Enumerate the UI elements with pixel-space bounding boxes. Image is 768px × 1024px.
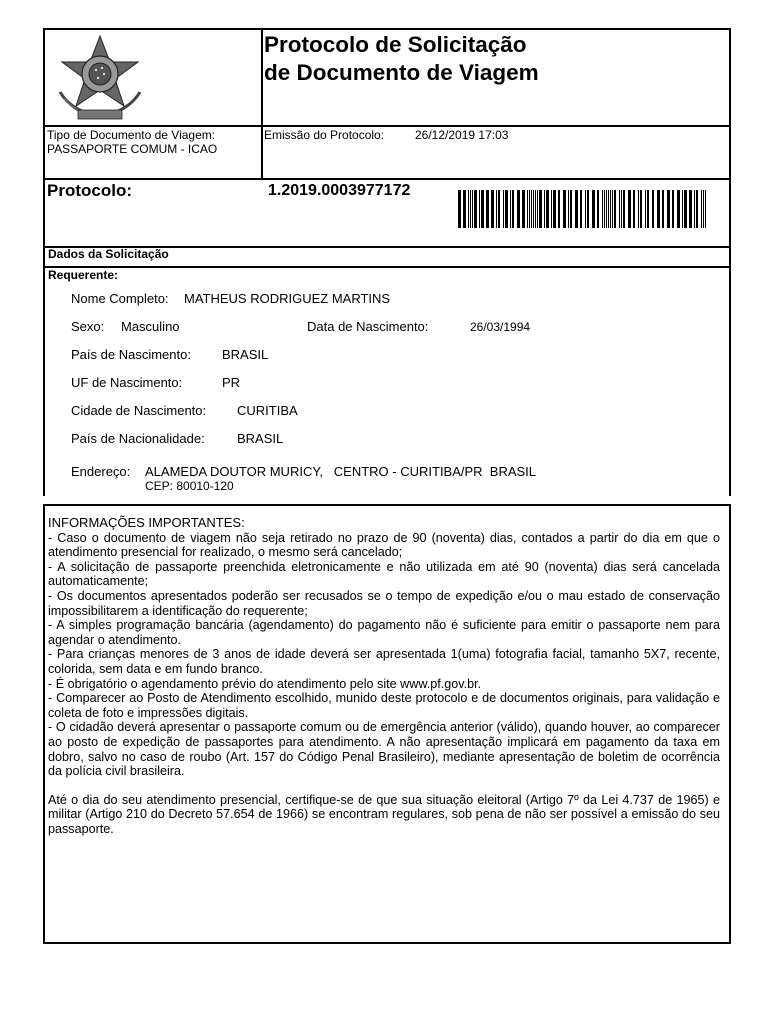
barcode-bar	[486, 190, 489, 228]
barcode-bar	[610, 190, 611, 228]
sex-label: Sexo:	[71, 319, 105, 334]
birthdate-value: 26/03/1994	[470, 320, 531, 334]
header-divider-1	[43, 125, 731, 127]
barcode-bar	[701, 190, 702, 228]
birth-city-label: Cidade de Nascimento:	[71, 403, 207, 418]
important-closing: Até o dia do seu atendimento presencial, certifique-se de que sua situação eleitoral (Artigo 7º da Lei 4.737 de 1965) e militar (Artigo 210 do Decreto 57.654 de 1966) se encontram regulares, sob pena de não ser possível a emissão do seu passaporte.	[48, 792, 720, 836]
barcode-bar	[633, 190, 635, 228]
protocol-label: Protocolo:	[47, 181, 132, 200]
barcode-bar	[587, 190, 589, 228]
barcode-bar	[694, 190, 695, 228]
barcode-bar	[529, 190, 530, 228]
barcode-bar	[604, 190, 605, 228]
barcode-bar	[510, 190, 511, 228]
barcode-bar	[612, 190, 613, 228]
barcode-bar	[575, 190, 578, 228]
sex-value: Masculino	[121, 319, 180, 334]
barcode-bar	[652, 190, 654, 228]
nationality-label: País de Nacionalidade:	[71, 431, 205, 446]
barcode-bar	[682, 190, 683, 228]
protocol-barcode	[458, 190, 707, 228]
important-item: - Para crianças menores de 3 anos de idade deverá ser apresentada 1(uma) fotografia facial, tamanho 5X7, recente, colorida, sem data e em fundo branco.	[48, 647, 720, 676]
protocol-number: 1.2019.0003977172	[268, 182, 411, 199]
barcode-bar	[705, 190, 706, 228]
barcode-bar	[470, 190, 471, 228]
barcode-bar	[628, 190, 631, 228]
barcode-bar	[570, 190, 572, 228]
barcode-bar	[689, 190, 692, 228]
barcode-bar	[645, 190, 646, 228]
barcode-bar	[531, 190, 532, 228]
barcode-bar	[479, 190, 480, 228]
barcode-bar	[517, 190, 520, 228]
barcode-bar	[551, 190, 552, 228]
important-item: - O cidadão deverá apresentar o passaporte comum ou de emergência anterior (válido), quando houver, ao comparecer ao posto de expedição de passaportes para atendimento. A não apresentação implicará em pagamento da taxa em dobro, salvo no caso de roubo (Art. 157 do Código Penal Brasileiro), mediante apresentação de boletim de ocorrência da polícia civil brasileira.	[48, 720, 720, 779]
brasao-da-republica-icon	[52, 32, 148, 124]
barcode-bar	[505, 190, 508, 228]
birth-uf-value: PR	[222, 375, 241, 390]
barcode-bar	[580, 190, 582, 228]
barcode-bar	[677, 190, 680, 228]
barcode-bar	[662, 190, 664, 228]
important-item: - Caso o documento de viagem não seja retirado no prazo de 90 (noventa) dias, contados a partir do dia em que o atendimento presencial for realizado, o mesmo será cancelado;	[48, 530, 720, 560]
birth-uf-label: UF de Nascimento:	[71, 375, 183, 390]
barcode-bar	[667, 190, 670, 228]
barcode-bar	[553, 190, 556, 228]
barcode-bar	[474, 190, 477, 228]
barcode-bar	[696, 190, 698, 228]
barcode-bar	[537, 190, 538, 228]
requester-heading: Requerente:	[48, 268, 119, 282]
barcode-bar	[585, 190, 586, 228]
address-line2: CEP: 80010-120	[145, 479, 234, 493]
barcode-bar	[463, 190, 466, 228]
important-item: - Comparecer ao Posto de Atendimento escolhido, munido deste protocolo e de documentos originais, para validação e coleta de foto e impressões digitais.	[48, 691, 720, 720]
barcode-bar	[498, 190, 500, 228]
requester-left-border	[43, 266, 45, 496]
barcode-bar	[623, 190, 625, 228]
important-item: - A simples programação bancária (agendamento) do pagamento não é suficiente para emitir o passaporte nem para agendar o atendimento.	[48, 618, 720, 647]
barcode-bar	[563, 190, 566, 228]
barcode-bar	[640, 190, 642, 228]
important-info	[48, 516, 720, 836]
emission-label: Emissão do Protocolo:	[264, 128, 385, 142]
barcode-bar	[614, 190, 616, 228]
requester-right-border	[729, 266, 731, 496]
name-value: MATHEUS RODRIGUEZ MARTINS	[184, 291, 391, 306]
barcode-bar	[619, 190, 620, 228]
request-data-heading: Dados da Solicitação	[48, 247, 169, 261]
barcode-bar	[533, 190, 534, 228]
page-title-line1: Protocolo de Solicitação	[264, 32, 527, 57]
barcode-bar	[703, 190, 704, 228]
barcode-bar	[496, 190, 497, 228]
header-divider-2	[43, 178, 731, 180]
barcode-bar	[491, 190, 494, 228]
barcode-bar	[606, 190, 607, 228]
barcode-bar	[546, 190, 549, 228]
nationality-value: BRASIL	[237, 431, 284, 446]
barcode-bar	[621, 190, 622, 228]
emission-value: 26/12/2019 17:03	[415, 128, 509, 142]
important-heading: INFORMAÇÕES IMPORTANTES:	[48, 515, 245, 530]
birth-country-label: País de Nascimento:	[71, 347, 191, 362]
barcode-bar	[647, 190, 649, 228]
barcode-bar	[472, 190, 473, 228]
address-label: Endereço:	[71, 464, 131, 479]
barcode-bar	[468, 190, 469, 228]
barcode-bar	[503, 190, 504, 228]
barcode-bar	[544, 190, 545, 228]
barcode-bar	[458, 190, 461, 228]
doc-type-value: PASSAPORTE COMUM - ICAO	[47, 142, 218, 156]
barcode-bar	[672, 190, 674, 228]
barcode-bar	[597, 190, 599, 228]
birth-city-value: CURITIBA	[237, 403, 298, 418]
barcode-bar	[592, 190, 595, 228]
barcode-bar	[522, 190, 525, 228]
barcode-bar	[608, 190, 609, 228]
barcode-bar	[684, 190, 687, 228]
page-title-line2: de Documento de Viagem	[264, 60, 539, 85]
name-label: Nome Completo:	[71, 291, 169, 306]
barcode-bar	[558, 190, 560, 228]
barcode-bar	[568, 190, 569, 228]
barcode-bar	[512, 190, 514, 228]
header-divider-vertical	[261, 28, 263, 180]
birth-country-value: BRASIL	[222, 347, 269, 362]
address-line1: ALAMEDA DOUTOR MURICY, CENTRO - CURITIBA/PR BRASIL	[145, 464, 537, 479]
barcode-bar	[602, 190, 603, 228]
important-item: - É obrigatório o agendamento prévio do atendimento pelo site www.pf.gov.br.	[48, 676, 482, 691]
birthdate-label: Data de Nascimento:	[307, 319, 429, 334]
important-item: - A solicitação de passaporte preenchida eletronicamente e não utilizada em até 90 (noventa) dias será cancelada automaticamente;	[48, 559, 720, 589]
barcode-bar	[527, 190, 528, 228]
barcode-bar	[539, 190, 542, 228]
barcode-bar	[481, 190, 484, 228]
barcode-bar	[535, 190, 536, 228]
barcode-bar	[657, 190, 660, 228]
barcode-bar	[638, 190, 639, 228]
doc-type-label: Tipo de Documento de Viagem:	[47, 128, 216, 142]
important-item: - Os documentos apresentados poderão ser recusados se o tempo de expedição e/ou o mau estado de conservação impossibilitarem a identificação do requerente;	[48, 588, 720, 618]
